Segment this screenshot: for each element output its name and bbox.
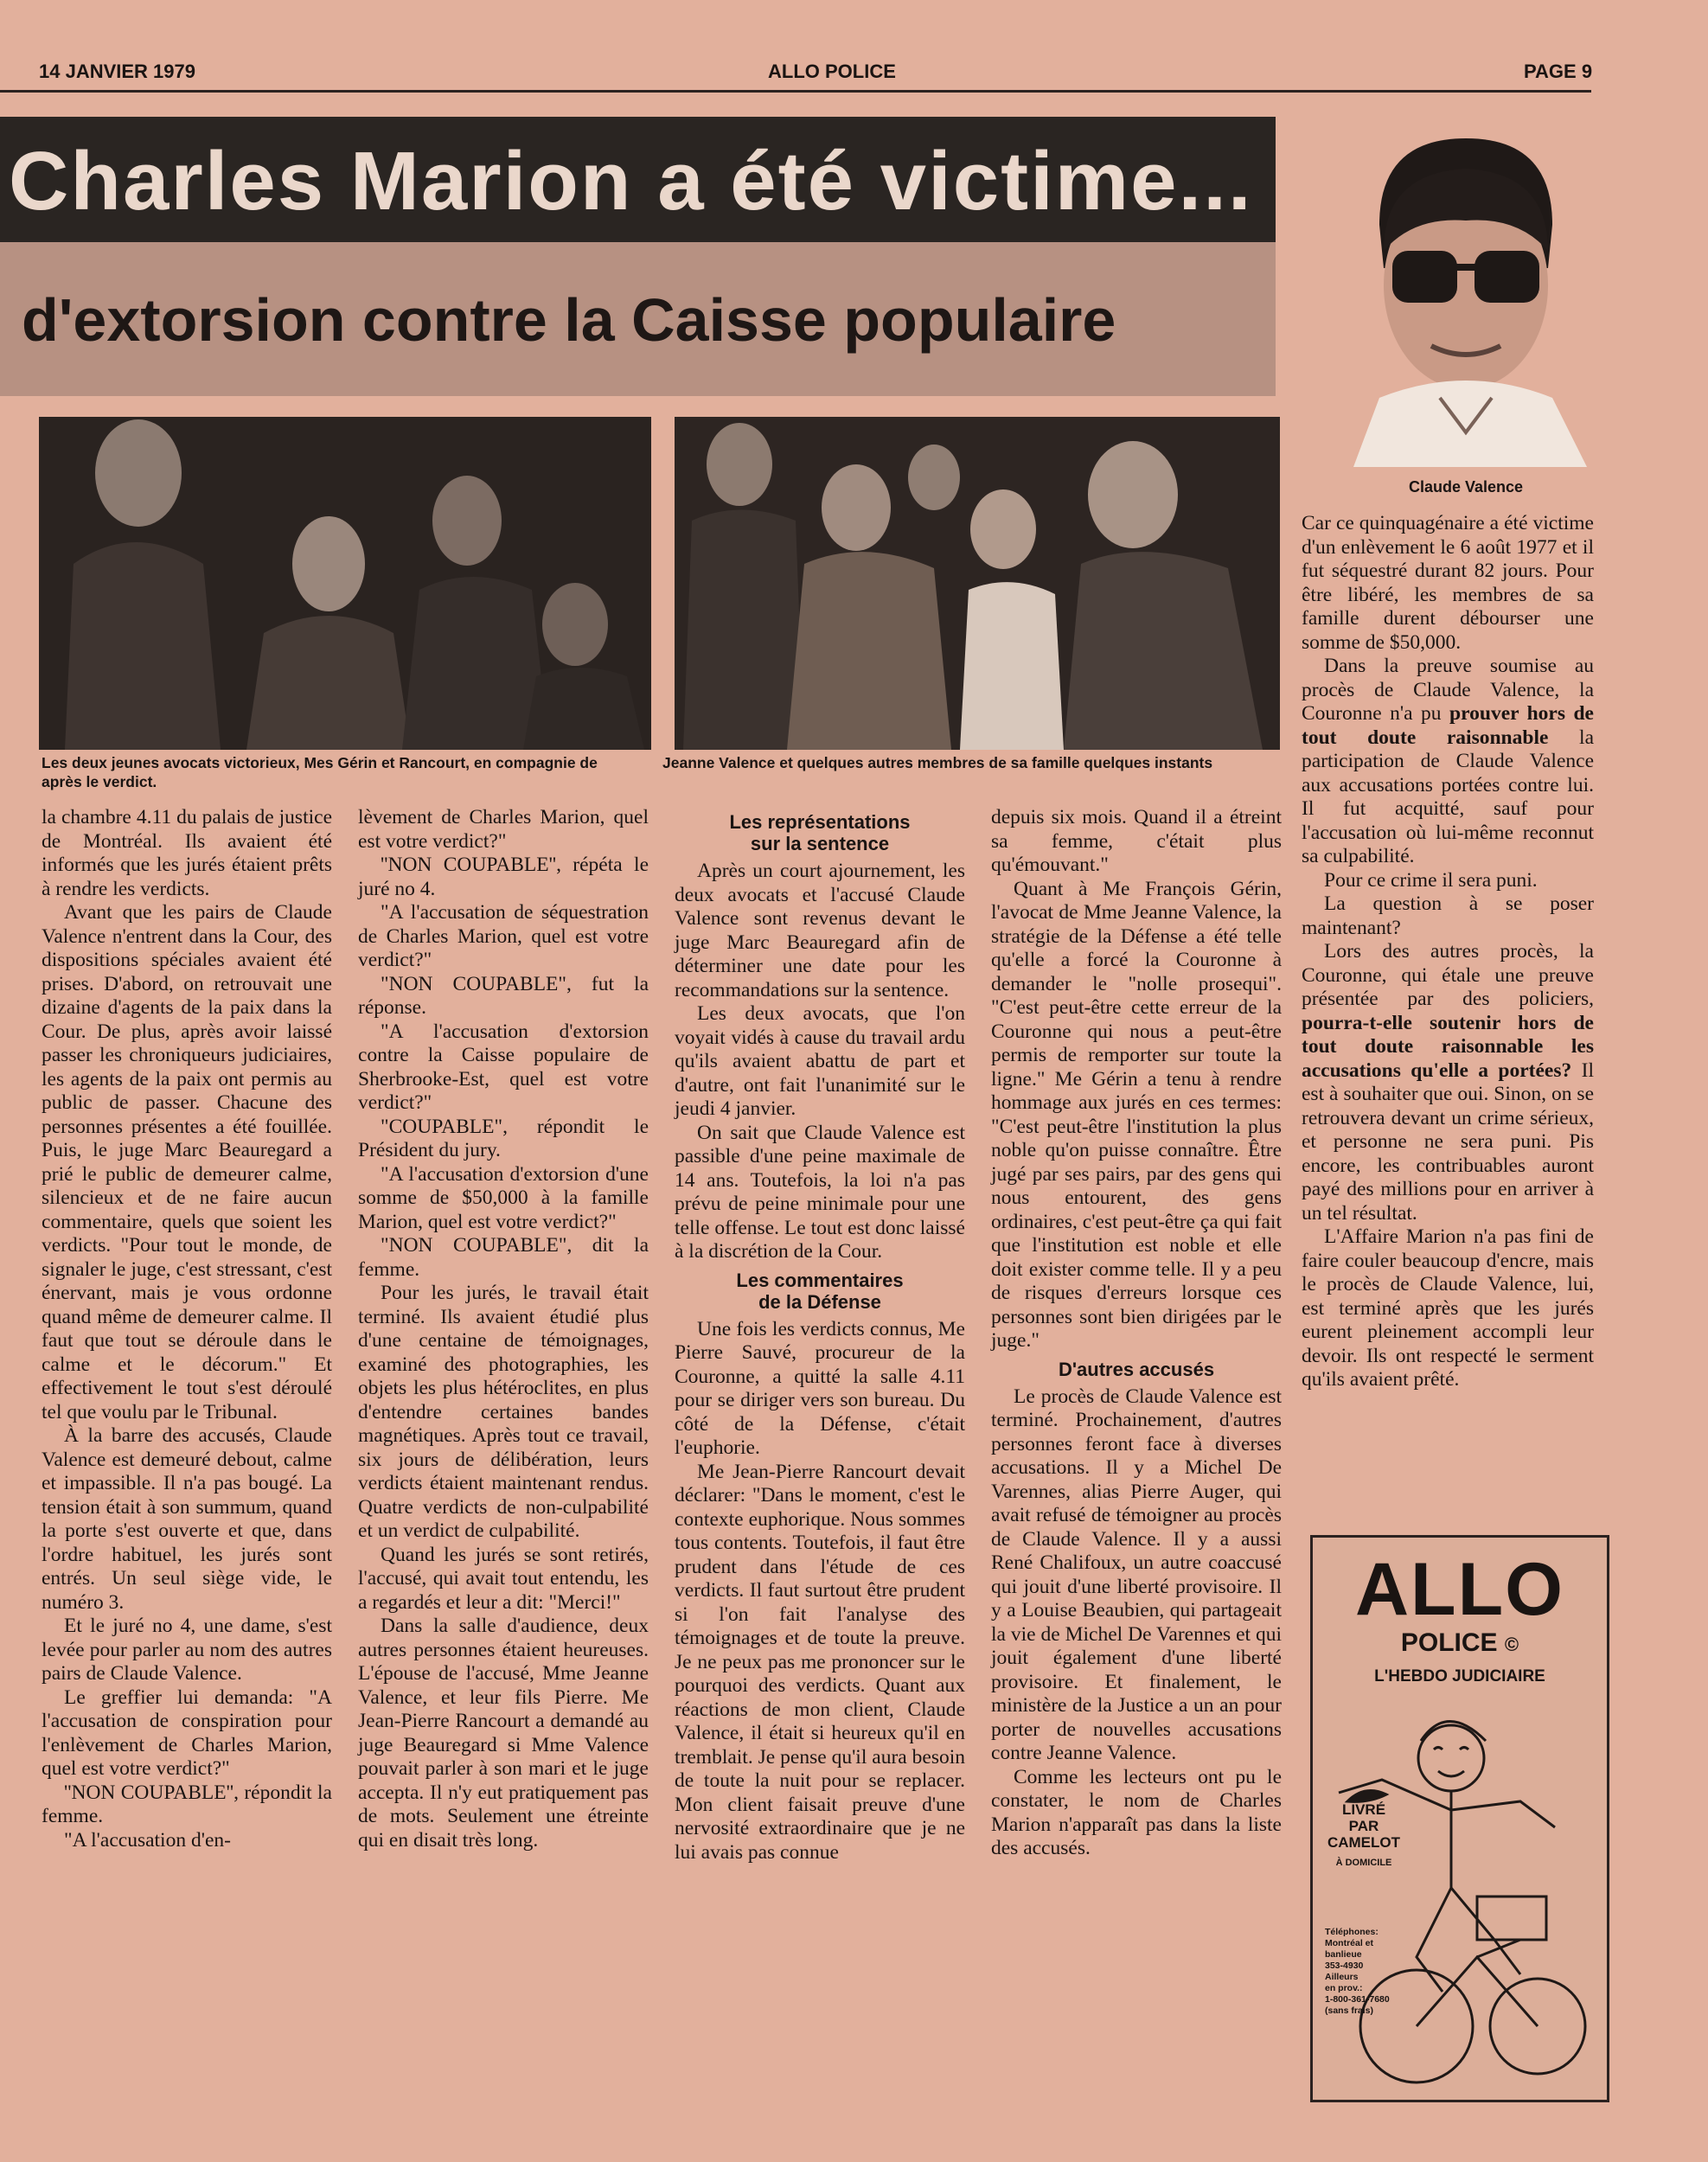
portrait-claude-valence [1327,121,1604,467]
photo-lawyers [39,417,651,750]
col1-paragraph: la chambre 4.11 du palais de justice de Montréal. Ils avaient été informés que les jurés étaient prêts à rendre les verdicts. [42,806,332,900]
caption-photo-right: Jeanne Valence et quelques autres membres de sa famille quelques instants [662,754,1213,771]
article-column-1 [42,806,332,1852]
ad-delivery-text: LIVRÉ PAR CAMELOT [1327,1801,1401,1851]
folio-page-number: PAGE 9 [1524,61,1593,82]
col5-paragraph: L'Affaire Marion n'a pas fini de faire couler beaucoup d'encre, mais le procès de Claude Valence, lui, est terminé après que les jurés eurent pleinement accompli leur devoir. Ils ont respecté le serment qu'ils avaient prêté. [1302,1225,1594,1391]
caption-photo-left-line2: après le verdict. [42,773,157,790]
col1-paragraph: Le greffier lui demanda: "A l'accusation de conspiration pour l'enlèvement de Charles Marion, quel est votre verdict?" [42,1685,332,1780]
subheadline: d'extorsion contre la Caisse populaire [22,286,1116,354]
col2-paragraph: Dans la salle d'audience, deux autres personnes étaient heureuses. L'épouse de l'accusé, Mme Jeanne Valence, et leur fils Pierre. Me Jean-Pierre Rancourt a demandé au juge Beauregard si Mme Valence pouvait parler à son mari et le juge accepta. Il n'y eut pratiquement pas de mots. Seulement une étreinte qui en disait très long. [358,1615,649,1852]
folio-paper-name: ALLO POLICE [768,61,896,82]
col2-paragraph: ''NON COUPABLE'', répéta le juré no 4. [358,854,649,900]
subheading-other-accused: D'autres accusés [1058,1358,1215,1380]
col1-paragraph: "A l'accusation d'en- [64,1828,231,1852]
ad-tagline: L'HEBDO JUDICIAIRE [1374,1667,1545,1685]
col1-paragraph: Et le juré no 4, une dame, s'est levée pour parler au nom des autres pairs de Claude Valence. [42,1615,332,1685]
col4-paragraph: Comme les lecteurs ont pu le constater, le nom de Charles Marion n'apparaît pas dans la liste des accusés. [991,1765,1282,1859]
ad-police-label: POLICE © [1400,1628,1519,1657]
col2-paragraph: Quand les jurés se sont retirés, l'accusé, qui avait tout entendu, les a regardés et leur a dit: "Merci!" [358,1543,649,1614]
article-column-2 [358,806,649,1852]
col2-paragraph: "COUPABLE", répondit le Président du jury. [358,1115,649,1161]
col4-paragraph: Quant à Me François Gérin, l'avocat de Mme Jeanne Valence, la stratégie de la Défense a été telle qu'elle a forcé la Couronne à demander le "nolle prosequi". "C'est peut-être cette erreur de la Couronne qui nous a peut-être permis de remporter sur toute la ligne." Me Gérin a tenu à rendre hommage aux jurés en ces termes: "C'est peut-être l'institution la plus noble qu'on puisse connaître. Être jugé par ses pairs, par des gens qui nous entourent, des gens ordinaires, c'est peut-être ça qui fait que l'institution est noble et elle doit exister comme telle. Il y a peu de risques d'erreurs lorsque ces personnes sont bien dirigées par le juge." [991,877,1282,1352]
col1-paragraph: À la barre des accusés, Claude Valence est demeuré debout, calme et impassible. Il n'a pas bougé. La tension était à son summum, quand la porte s'est ouverte et que, dans l'ordre habituel, les jurés sont entrés. Un seul siège vide, le numéro 3. [42,1424,332,1614]
col2-paragraph: "A l'accusation d'extorsion contre la Caisse populaire de Sherbrooke-Est, quel est votre verdict?" [358,1020,649,1114]
col3-paragraph: Les deux avocats, que l'on voyait vidés à cause du travail ardu qu'ils avaient abattu de part et d'autre, ont fait l'unanimité sur le jeudi 4 janvier. [675,1002,965,1120]
caption-photo-left: Les deux jeunes avocats victorieux, Mes Gérin et Rancourt, en compagnie de [42,754,598,771]
col3-paragraph: Me Jean-Pierre Rancourt devait déclarer: "Dans le moment, c'est le contexte euphorique. Nous sommes tous contents. Toutefois, il faut être prudent dans l'étude de ces verdicts. Il faut surtout être prudent si l'on fait l'analyse des témoignages et de toute la preuve. Je ne peux pas me prononcer sur le pourquoi des verdicts. Quant aux réactions de mon client, Claude Valence, il était si heureux qu'il en tremblait. Je pense qu'il aura besoin de toute la nuit pour se replacer. Mon client faisait preuve d'une nervosité extraordinaire que je ne lui avais pas connue [675,1460,965,1864]
article-column-3 [675,806,965,1865]
col1-paragraph: Avant que les pairs de Claude Valence n'entrent dans la Cour, des dispositions spéciales avaient été prises. D'abord, on retrouvait une dizaine d'agents de la paix dans la Cour. De plus, après avoir laissé passer les chroniqueurs judiciaires, les agents de la paix ont permis au public de passer. Chacune des personnes présentes a été fouillée. Puis, le juge Marc Beauregard a prié le public de demeurer calme, silencieux et de ne faire aucun commentaire, quels que soient les verdicts. "Pour tout le monde, de signaler le juge, c'est stressant, c'est énervant, mais je vous ordonne quand même de demeurer calme. Il faut que tout se déroule dans le calme et le décorum." Et effectivement le tout s'est déroulé tel que voulu par le Tribunal. [42,901,332,1423]
col2-paragraph: "A l'accusation de séquestration de Charles Marion, quel est votre verdict?" [358,901,649,971]
col2-paragraph: "NON COUPABLE", fut la réponse. [358,972,649,1019]
allo-police-advertisement [1310,1535,1609,2102]
folio-rule [0,90,1591,93]
photo-valence-family [675,417,1280,750]
col2-paragraph: "NON COUPABLE", dit la femme. [358,1234,649,1281]
ad-logo: ALLO [1354,1548,1565,1631]
col1-paragraph: ''NON COUPABLE'', répondit la femme. [42,1781,332,1827]
col2-paragraph: lèvement de Charles Marion, quel est votre verdict?" [358,806,649,853]
ad-phone-numbers: Téléphones: Montréal et banlieue 353-4930 Ailleurs en prov.: 1-800-361-7680 (sans frais) [1325,1927,1390,2016]
headline: Charles Marion a été victime... [9,135,1253,227]
folio-date: 14 JANVIER 1979 [39,61,195,82]
subheading-sentence: Les représentations sur la sentence [729,811,911,854]
article-column-5 [1302,512,1594,1392]
col2-paragraph: "A l'accusation d'extorsion d'une somme de $50,000 à la famille Marion, quel est votre verdict?" [358,1162,649,1233]
caption-portrait: Claude Valence [1408,478,1524,496]
col3-paragraph: On sait que Claude Valence est passible d'une peine maximale de 14 ans. Toutefois, la loi n'a pas prévu de peine minimale pour une telle offense. Le tout est donc laissé à la discrétion de la Cour. [675,1121,965,1263]
ad-boy-on-bicycle-illustration [1321,1698,1598,2095]
col3-paragraph: Après un court ajournement, les deux avocats et l'accusé Claude Valence sont revenus devant le juge Marc Beauregard afin de déterminer une date pour les recommandations sur la sentence. [675,860,965,1001]
col5-paragraph: Lors des autres procès, la Couronne, qui étale une preuve présentée par des policiers, pourra-t-elle soutenir hors de tout doute raisonnable les accusations qu'elle a portées? Il est à souhaiter que oui. Sinon, on se retrouvera devant un crime sérieux, et personne ne sera puni. Pis encore, les contribuables auront payé des millions pour en arriver à un tel résultat. [1302,940,1594,1225]
col4-paragraph: Le procès de Claude Valence est terminé. Prochainement, d'autres personnes feront face à diverses accusations. Il y a Michel De Varennes, alias Pierre Auger, qui avait refusé de témoigner au procès de Claude Valence. Il y a aussi René Chalifoux, un autre coaccusé qui jouit d'une liberté provisoire. Il y a Louise Beaubien, qui partageait la vie de Michel De Varennes et qui jouit également d'une liberté provisoire. Et finalement, le ministère de la Justice a un an pour porter de nouvelles accusations contre Jeanne Valence. [991,1385,1282,1764]
col5-paragraph: Pour ce crime il sera puni. [1324,868,1538,892]
col5-paragraph: La question à se poser maintenant? [1302,892,1594,939]
article-column-4 [991,806,1282,1861]
col5-paragraph: Dans la preuve soumise au procès de Claude Valence, la Couronne n'a pu prouver hors de tout doute raisonnable la participation de Claude Valence aux accusations portées contre lui. Il fut acquitté, sauf pour l'accusation où lui-même reconnut sa culpabilité. [1302,655,1594,867]
col5-paragraph: Car ce quinquagénaire a été victime d'un enlèvement le 6 août 1977 et il fut séquestré durant 82 jours. Pour être libéré, les membres de sa famille durent débourser une somme de $50,000. [1302,512,1594,654]
col4-paragraph: depuis six mois. Quand il a étreint sa femme, c'était plus qu'émouvant." [991,806,1282,876]
col3-paragraph: Une fois les verdicts connus, Me Pierre Sauvé, procureur de la Couronne, a quitté la salle 4.11 pour se diriger vers son bureau. Du côté de la Défense, c'était l'euphorie. [675,1317,965,1459]
col2-paragraph: Pour les jurés, le travail était terminé. Ils avaient étudié plus d'une centaine de témoignages, examiné des photographies, les objets les plus hétéroclites, en plus d'entendre certaines bandes magnétiques. Après tout ce travail, six jours de délibération, leurs verdicts étaient maintenant rendus. Quatre verdicts de non-culpabilité et un verdict de culpabilité. [358,1282,649,1542]
subheading-defense: Les commentaires de la Défense [736,1269,904,1313]
ad-domicile-text: À DOMICILE [1335,1858,1392,1868]
